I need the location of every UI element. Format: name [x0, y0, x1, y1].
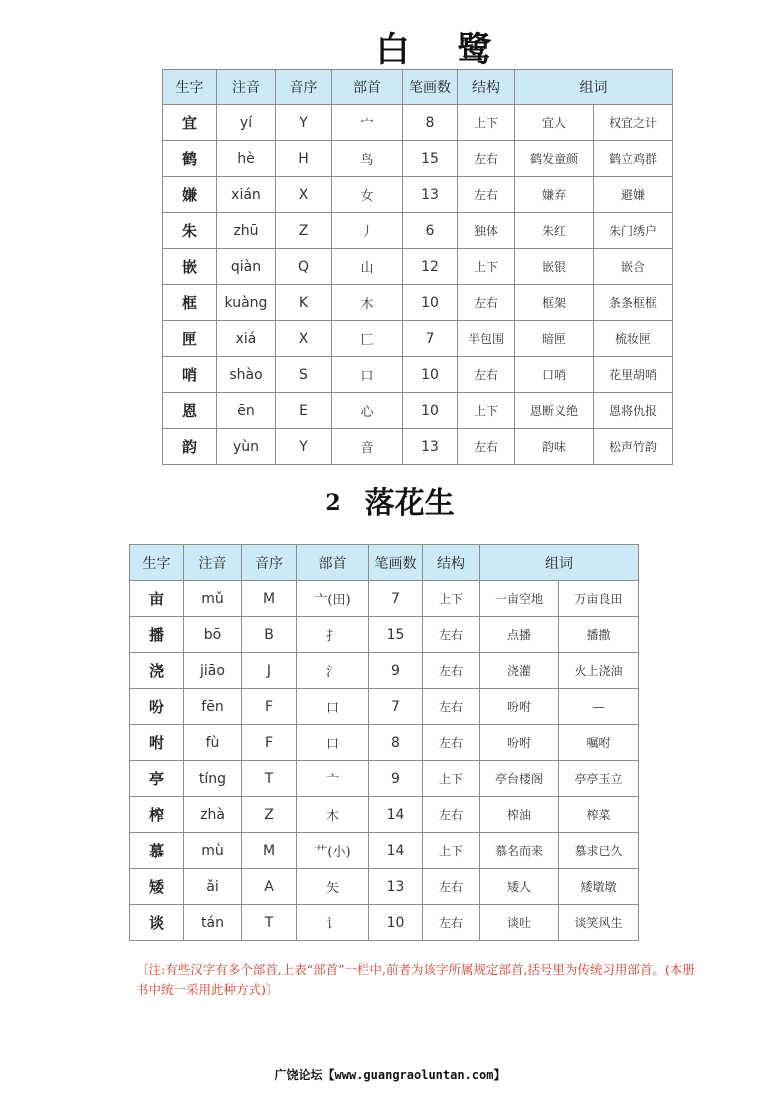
cell-strokes: 10 — [369, 905, 423, 941]
cell-structure: 上下 — [423, 581, 480, 617]
cell-index: F — [242, 689, 297, 725]
cell-word2: 谈笑风生 — [559, 905, 639, 941]
cell-char: 匣 — [163, 321, 217, 357]
cell-strokes: 6 — [403, 213, 458, 249]
cell-word2: 火上浇油 — [559, 653, 639, 689]
cell-char: 咐 — [130, 725, 184, 761]
header-words: 组词 — [480, 545, 639, 581]
cell-strokes: 13 — [403, 429, 458, 465]
cell-word2: 嵌合 — [594, 249, 673, 285]
table-row — [163, 213, 673, 249]
cell-strokes: 7 — [369, 581, 423, 617]
cell-word1: 谈吐 — [480, 905, 559, 941]
cell-structure: 上下 — [458, 393, 515, 429]
cell-pinyin: tán — [184, 905, 242, 941]
cell-word1: 亭台楼阁 — [480, 761, 559, 797]
cell-structure: 上下 — [458, 249, 515, 285]
table-row — [130, 869, 639, 905]
cell-char: 慕 — [130, 833, 184, 869]
cell-strokes: 10 — [403, 357, 458, 393]
cell-index: Z — [242, 797, 297, 833]
cell-char: 鹤 — [163, 141, 217, 177]
cell-char: 浇 — [130, 653, 184, 689]
cell-char: 嵌 — [163, 249, 217, 285]
section1-title: 白 鹭 — [375, 30, 510, 70]
cell-structure: 左右 — [458, 177, 515, 213]
cell-strokes: 7 — [369, 689, 423, 725]
cell-pinyin: zhū — [217, 213, 276, 249]
header-index: 音序 — [276, 70, 332, 105]
table-row — [130, 725, 639, 761]
cell-word1: 韵味 — [515, 429, 594, 465]
table-row — [130, 617, 639, 653]
cell-radical: 木 — [297, 797, 369, 833]
cell-index: Y — [276, 105, 332, 141]
cell-pinyin: mù — [184, 833, 242, 869]
cell-pinyin: zhà — [184, 797, 242, 833]
cell-strokes: 13 — [369, 869, 423, 905]
cell-word2: 恩将仇报 — [594, 393, 673, 429]
cell-word2: 播撒 — [559, 617, 639, 653]
table-row — [163, 393, 673, 429]
section2-number: 2 — [325, 490, 341, 516]
cell-word2: 万亩良田 — [559, 581, 639, 617]
cell-strokes: 13 — [403, 177, 458, 213]
cell-word1: 暗匣 — [515, 321, 594, 357]
cell-structure: 左右 — [458, 357, 515, 393]
header-pinyin: 注音 — [217, 70, 276, 105]
cell-word2: 亭亭玉立 — [559, 761, 639, 797]
cell-structure: 左右 — [423, 797, 480, 833]
table-row — [163, 357, 673, 393]
cell-pinyin: yí — [217, 105, 276, 141]
cell-index: F — [242, 725, 297, 761]
table-row — [130, 653, 639, 689]
cell-word2: — — [559, 689, 639, 725]
cell-index: T — [242, 761, 297, 797]
cell-index: H — [276, 141, 332, 177]
header-strokes: 笔画数 — [369, 545, 423, 581]
cell-word2: 朱门绣户 — [594, 213, 673, 249]
cell-radical: 鸟 — [332, 141, 403, 177]
table-row — [130, 905, 639, 941]
cell-structure: 左右 — [423, 869, 480, 905]
cell-index: X — [276, 177, 332, 213]
cell-strokes: 8 — [403, 105, 458, 141]
cell-radical: 山 — [332, 249, 403, 285]
cell-radical: 扌 — [297, 617, 369, 653]
cell-word1: 榨油 — [480, 797, 559, 833]
cell-word1: 浇灌 — [480, 653, 559, 689]
cell-radical: 口 — [332, 357, 403, 393]
cell-radical: 丿 — [332, 213, 403, 249]
cell-char: 朱 — [163, 213, 217, 249]
table-row — [130, 689, 639, 725]
header-index: 音序 — [242, 545, 297, 581]
cell-strokes: 8 — [369, 725, 423, 761]
cell-index: T — [242, 905, 297, 941]
cell-char: 恩 — [163, 393, 217, 429]
cell-char: 榨 — [130, 797, 184, 833]
vocab-table-2 — [129, 544, 639, 941]
cell-char: 嫌 — [163, 177, 217, 213]
cell-radical: 氵 — [297, 653, 369, 689]
header-radical: 部首 — [332, 70, 403, 105]
cell-index: Z — [276, 213, 332, 249]
cell-char: 谈 — [130, 905, 184, 941]
cell-pinyin: yùn — [217, 429, 276, 465]
cell-radical: 亠(田) — [297, 581, 369, 617]
cell-strokes: 10 — [403, 393, 458, 429]
cell-structure: 独体 — [458, 213, 515, 249]
cell-word2: 松声竹韵 — [594, 429, 673, 465]
table-row — [130, 833, 639, 869]
cell-structure: 左右 — [423, 653, 480, 689]
cell-word2: 榨菜 — [559, 797, 639, 833]
page-footer — [0, 1066, 780, 1083]
header-words: 组词 — [515, 70, 673, 105]
cell-pinyin: hè — [217, 141, 276, 177]
table-row — [130, 761, 639, 797]
table-row — [163, 249, 673, 285]
table-row — [130, 797, 639, 833]
cell-radical: 口 — [297, 689, 369, 725]
cell-word2: 避嫌 — [594, 177, 673, 213]
cell-index: B — [242, 617, 297, 653]
cell-word2: 梳妆匣 — [594, 321, 673, 357]
footnote: 〔注:有些汉字有多个部首,上表“部首”一栏中,前者为该字所属规定部首,括号里为传统习用部首。(本册书中统一采用此种方式)〕 — [136, 962, 695, 997]
header-radical: 部首 — [297, 545, 369, 581]
table-row — [163, 429, 673, 465]
cell-index: M — [242, 833, 297, 869]
cell-index: E — [276, 393, 332, 429]
cell-pinyin: xián — [217, 177, 276, 213]
cell-index: J — [242, 653, 297, 689]
cell-word1: 一亩空地 — [480, 581, 559, 617]
cell-radical: 木 — [332, 285, 403, 321]
table-row — [163, 321, 673, 357]
cell-pinyin: shào — [217, 357, 276, 393]
cell-pinyin: fēn — [184, 689, 242, 725]
cell-pinyin: jiāo — [184, 653, 242, 689]
cell-word1: 吩咐 — [480, 725, 559, 761]
cell-word1: 嵌银 — [515, 249, 594, 285]
cell-word2: 嘱咐 — [559, 725, 639, 761]
table-row — [163, 177, 673, 213]
table-row — [163, 105, 673, 141]
header-structure: 结构 — [458, 70, 515, 105]
cell-pinyin: xiá — [217, 321, 276, 357]
cell-word2: 花里胡哨 — [594, 357, 673, 393]
cell-strokes: 9 — [369, 761, 423, 797]
footer-url: 【www.guangraoluntan.com】 — [322, 1068, 506, 1082]
header-structure: 结构 — [423, 545, 480, 581]
cell-word2: 条条框框 — [594, 285, 673, 321]
cell-pinyin: ēn — [217, 393, 276, 429]
cell-strokes: 14 — [369, 797, 423, 833]
cell-radical: 艹(小) — [297, 833, 369, 869]
cell-word1: 宜人 — [515, 105, 594, 141]
cell-structure: 上下 — [423, 833, 480, 869]
table-row — [130, 581, 639, 617]
cell-index: Y — [276, 429, 332, 465]
cell-word2: 权宜之计 — [594, 105, 673, 141]
cell-char: 宜 — [163, 105, 217, 141]
cell-radical: 心 — [332, 393, 403, 429]
cell-index: Q — [276, 249, 332, 285]
cell-structure: 上下 — [458, 105, 515, 141]
vocab-table-1 — [162, 69, 673, 465]
cell-radical: 讠 — [297, 905, 369, 941]
cell-word2: 鹤立鸡群 — [594, 141, 673, 177]
cell-char: 矮 — [130, 869, 184, 905]
cell-strokes: 12 — [403, 249, 458, 285]
cell-char: 吩 — [130, 689, 184, 725]
cell-word1: 嫌弃 — [515, 177, 594, 213]
cell-strokes: 7 — [403, 321, 458, 357]
cell-radical: 亠 — [297, 761, 369, 797]
cell-structure: 左右 — [458, 429, 515, 465]
cell-radical: 匚 — [332, 321, 403, 357]
cell-word1: 点播 — [480, 617, 559, 653]
cell-radical: 女 — [332, 177, 403, 213]
cell-radical: 音 — [332, 429, 403, 465]
footer-site: 广饶论坛 — [274, 1068, 323, 1082]
cell-char: 亭 — [130, 761, 184, 797]
cell-word1: 口哨 — [515, 357, 594, 393]
cell-word2: 矮墩墩 — [559, 869, 639, 905]
cell-index: K — [276, 285, 332, 321]
section2-title-text: 落花生 — [364, 486, 455, 521]
cell-word2: 慕求已久 — [559, 833, 639, 869]
cell-char: 框 — [163, 285, 217, 321]
cell-pinyin: mǔ — [184, 581, 242, 617]
cell-structure: 左右 — [423, 725, 480, 761]
cell-structure: 上下 — [423, 761, 480, 797]
cell-strokes: 15 — [403, 141, 458, 177]
cell-char: 亩 — [130, 581, 184, 617]
table-row — [163, 141, 673, 177]
cell-radical: 矢 — [297, 869, 369, 905]
cell-word1: 矮人 — [480, 869, 559, 905]
cell-radical: 宀 — [332, 105, 403, 141]
cell-radical: 口 — [297, 725, 369, 761]
cell-char: 播 — [130, 617, 184, 653]
cell-structure: 左右 — [423, 905, 480, 941]
header-char: 生字 — [163, 70, 217, 105]
cell-word1: 吩咐 — [480, 689, 559, 725]
cell-structure: 左右 — [458, 141, 515, 177]
cell-word1: 框架 — [515, 285, 594, 321]
cell-char: 哨 — [163, 357, 217, 393]
cell-strokes: 9 — [369, 653, 423, 689]
header-char: 生字 — [130, 545, 184, 581]
cell-word1: 朱红 — [515, 213, 594, 249]
cell-strokes: 10 — [403, 285, 458, 321]
cell-index: M — [242, 581, 297, 617]
cell-pinyin: fù — [184, 725, 242, 761]
cell-structure: 左右 — [423, 617, 480, 653]
cell-structure: 左右 — [423, 689, 480, 725]
cell-word1: 慕名而来 — [480, 833, 559, 869]
table-row — [163, 285, 673, 321]
cell-pinyin: tíng — [184, 761, 242, 797]
cell-strokes: 14 — [369, 833, 423, 869]
cell-strokes: 15 — [369, 617, 423, 653]
cell-word1: 鹤发童颜 — [515, 141, 594, 177]
section2-title — [0, 478, 780, 522]
cell-char: 韵 — [163, 429, 217, 465]
cell-structure: 左右 — [458, 285, 515, 321]
cell-pinyin: kuàng — [217, 285, 276, 321]
header-strokes: 笔画数 — [403, 70, 458, 105]
cell-pinyin: ǎi — [184, 869, 242, 905]
cell-index: X — [276, 321, 332, 357]
cell-structure: 半包围 — [458, 321, 515, 357]
cell-index: A — [242, 869, 297, 905]
header-pinyin: 注音 — [184, 545, 242, 581]
cell-pinyin: bō — [184, 617, 242, 653]
cell-index: S — [276, 357, 332, 393]
cell-word1: 恩断义绝 — [515, 393, 594, 429]
cell-pinyin: qiàn — [217, 249, 276, 285]
